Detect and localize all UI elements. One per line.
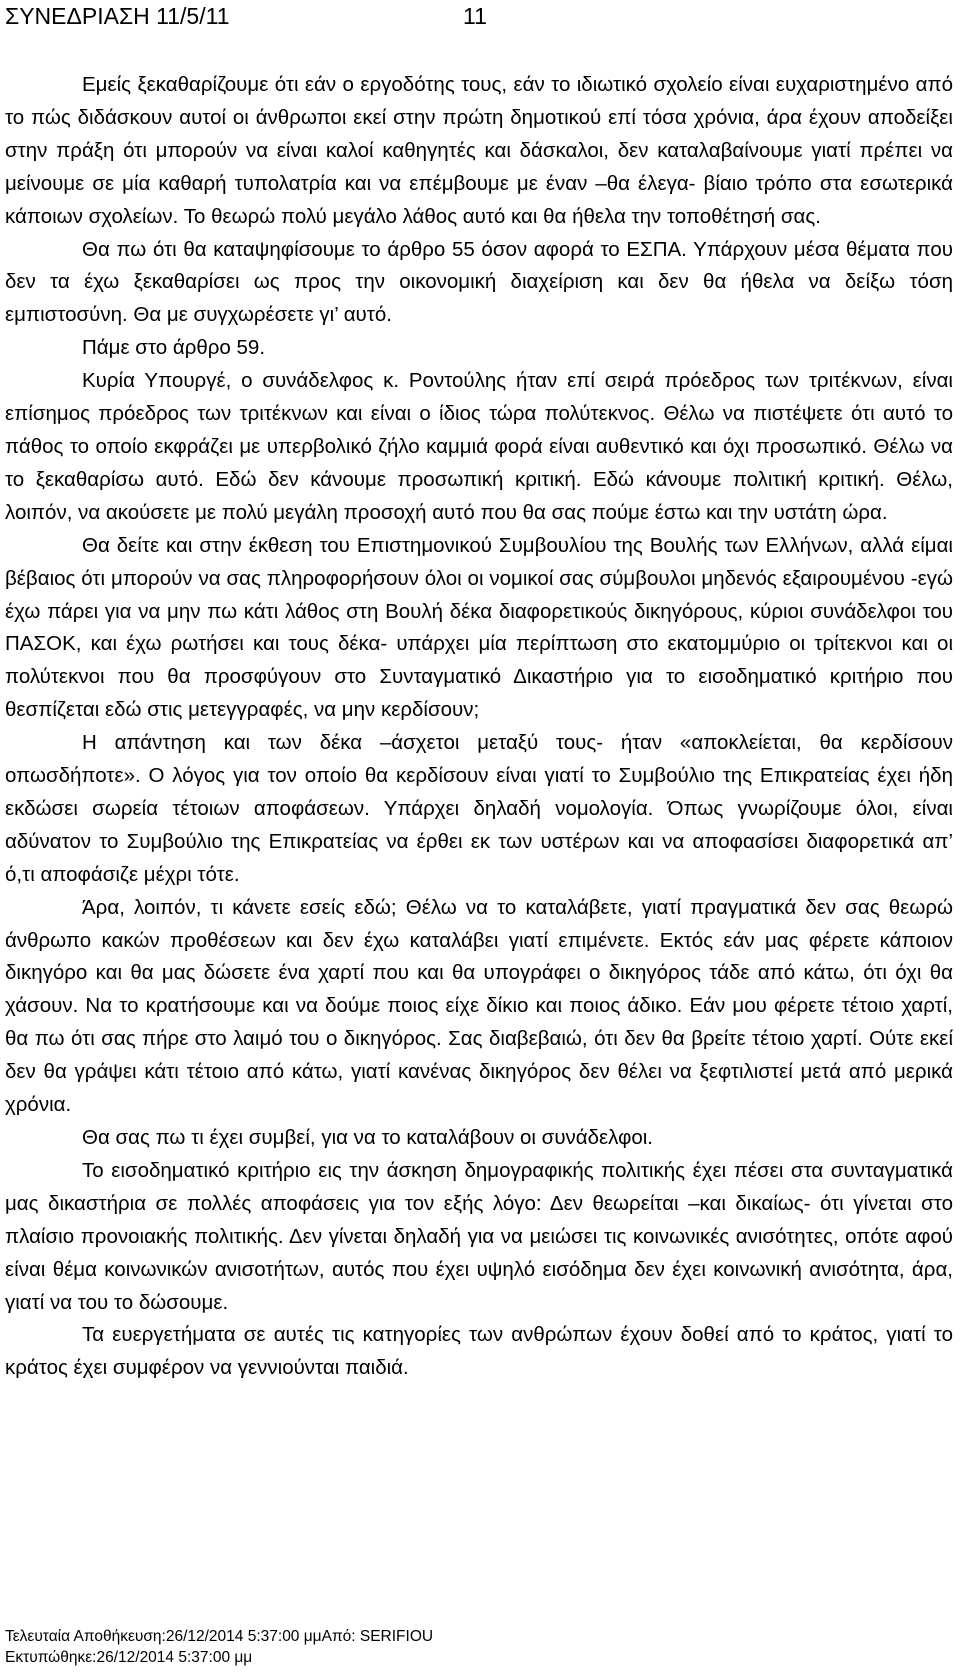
paragraph: Κυρία Υπουργέ, ο συνάδελφος κ. Ροντούλης ήταν επί σειρά πρόεδρος των τριτέκνων, είναι επίσημος πρόεδρος των τριτέκνων και είναι ο ίδιος τώρα πολύτεκνος. Θέλω να πιστέψετε ότι αυτό το πάθος το οποίο εκφράζει με υπερβολικό ζήλο καμμιά φορά είναι αυθεντικό και όχι προσωπικό. Θέλω να το ξεκαθαρίσω αυτό. Εδώ δεν κάνουμε προσωπική κριτική. Εδώ κάνουμε πολιτική κριτική. Θέλω, λοιπόν, να ακούσετε με πολύ μεγάλη προσοχή αυτό που θα σας πούμε έστω και την υστάτη ώρα. <box>5 369 953 524</box>
paragraph: Πάμε στο άρθρο 59. <box>82 336 266 360</box>
paragraph: Εμείς ξεκαθαρίζουμε ότι εάν ο εργοδότης τους, εάν το ιδιωτικό σχολείο είναι ευχαριστημένο από το πώς διδάσκουν αυτοί οι άνθρωποι εκεί στην πρώτη δημοτικού επί τόσα χρόνια, άρα έχουν αποδείξει στην πράξη ότι μπορούν να είναι καλοί καθηγητές και δάσκαλοι, δεν καταλαβαίνουμε γιατί πρέπει να μείνουμε σε μία καθαρή τυπολατρία και να επέμβουμε με έναν –θα έλεγα- βίαιο τρόπο στα εσωτερικά κάποιων σχολείων. Το θεωρώ πολύ μεγάλο λάθος αυτό και θα ήθελα την τοποθέτησή σας. <box>5 73 953 228</box>
paragraph: Άρα, λοιπόν, τι κάνετε εσείς εδώ; Θέλω να το καταλάβετε, γιατί πραγματικά δεν σας θεωρώ άνθρωπο κακών προθέσεων και δεν έχω καταλάβει γιατί επιμένετε. Εκτός εάν μας φέρετε κάποιον δικηγόρο και θα μας δώσετε ένα χαρτί που και θα υπογράφει ο δικηγόρος τάδε από κάτω, ότι όχι θα χάσουν. Να το κρατήσουμε και να δούμε ποιος είχε δίκιο και ποιος άδικο. Εάν μου φέρετε τέτοιο χαρτί, θα πω ότι σας πήρε στο λαιμό του ο δικηγόρος. Σας διαβεβαιώ, ότι δεν θα βρείτε τέτοιο χαρτί. Ούτε εκεί δεν θα γράψει κάτι τέτοιο από κάτω, γιατί κανένας δικηγόρος δεν θέλει να ξεφτιλιστεί μετά από μερικά χρόνια. <box>5 895 953 1117</box>
paragraph: Θα δείτε και στην έκθεση του Επιστημονικού Συμβουλίου της Βουλής των Ελλήνων, αλλά είμαι βέβαιος ότι μπορούν να σας πληροφορήσουν όλοι οι νομικοί σας σύμβουλοι μηδενός εξαιρουμένου -εγώ έχω πάρει για να μην πω κάτι λάθος στη Βουλή δέκα διαφορετικούς δικηγόρους, κύριοι συνάδελφοι του ΠΑΣΟΚ, και έχω ρωτήσει και τους δέκα- υπάρχει μία περίπτωση στο εκατομμύριο οι τρίτεκνοι και οι πολύτεκνοι που θα προσφύγουν στο Συνταγματικό Δικαστήριο για το εισοδηματικό κριτήριο που θεσπίζεται εδώ στις μετεγγραφές, να μην κερδίσουν; <box>5 533 953 722</box>
page-footer <box>5 1626 433 1668</box>
paragraph: Το εισοδηματικό κριτήριο εις την άσκηση δημογραφικής πολιτικής έχει πέσει στα συνταγματικά μας δικαστήρια σε πολλές αποφάσεις για τον εξής λόγο: Δεν θεωρείται –και δικαίως- ότι γίνεται στο πλαίσιο προνοιακής πολιτικής. Δεν γίνεται δηλαδή για να μειώσει τις κοινωνικές ανισότητες, οπότε αφού είναι θέμα κοινωνικών ανισοτήτων, αυτός που έχει υψηλό εισόδημα δεν έχει κοινωνική ανισότητα, άρα, γιατί να του το δώσουμε. <box>5 1158 953 1314</box>
printed-info: Εκτυπώθηκε:26/12/2014 5:37:00 μμ <box>5 1649 253 1666</box>
paragraph: Η απάντηση και των δέκα –άσχετοι μεταξύ τους- ήταν «αποκλείεται, θα κερδίσουν οπωσδήποτε». Ο λόγος για τον οποίο θα κερδίσουν είναι γιατί το Συμβούλιο της Επικρατείας έχει ήδη εκδώσει σωρεία τέτοιων αποφάσεων. Υπάρχει δηλαδή νομολογία. Όπως γνωρίζουμε όλοι, είναι αδύνατον το Συμβούλιο της Επικρατείας να έρθει εκ των υστέρων και να αποφασίσει διαφορετικά απ’ ό,τι αποφάσιζε μέχρι τότε. <box>5 731 953 886</box>
document-body <box>5 69 953 1385</box>
page-number: 11 <box>463 3 487 29</box>
paragraph: Θα σας πω τι έχει συμβεί, για να το καταλάβουν οι συνάδελφοι. <box>82 1126 654 1149</box>
last-saved-info: Τελευταία Αποθήκευση:26/12/2014 5:37:00 μμΑπό: SERIFIOU <box>5 1628 434 1645</box>
session-date: ΣΥΝΕΔΡΙΑΣΗ 11/5/11 <box>5 3 230 29</box>
paragraph: Θα πω ότι θα καταψηφίσουμε το άρθρο 55 όσον αφορά το ΕΣΠΑ. Υπάρχουν μέσα θέματα που δεν τα έχω ξεκαθαρίσει ως προς την οικονομική διαχείριση και δεν θα ήθελα να δείξω τόση εμπιστοσύνη. Θα με συγχωρέσετε γι’ αυτό. <box>5 237 953 327</box>
paragraph: Τα ευεργετήματα σε αυτές τις κατηγορίες των ανθρώπων έχουν δοθεί από το κράτος, γιατί το κράτος έχει συμφέρον να γεννιούνται παιδιά. <box>5 1323 953 1380</box>
